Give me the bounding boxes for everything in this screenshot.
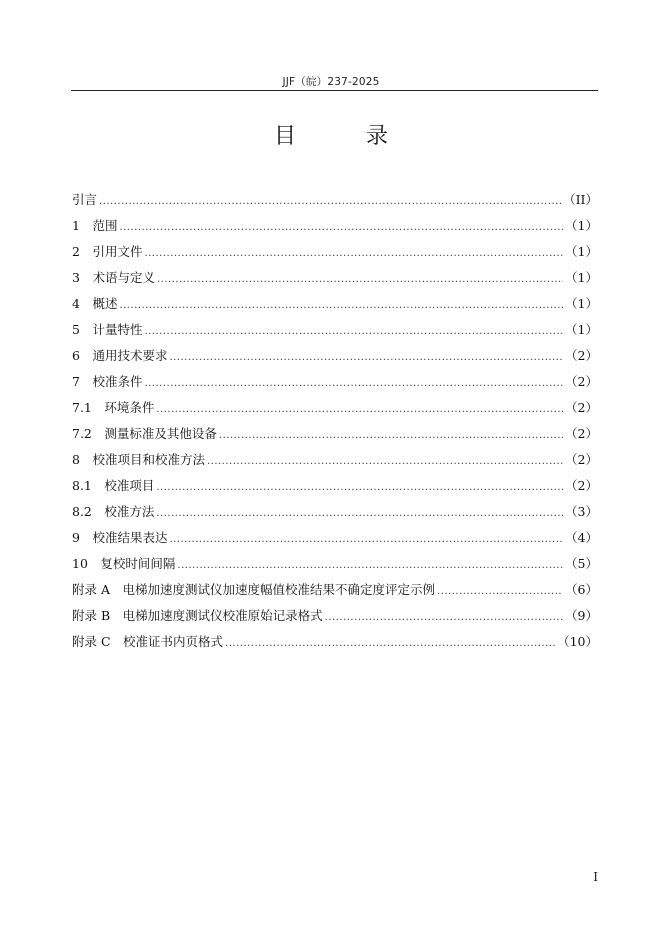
toc-entry-page: （2） [565,374,598,389]
toc-dot-leader [207,449,563,475]
toc-entry-page: （10） [557,634,598,649]
toc-entry-page: （2） [565,452,598,467]
toc-entry-metrological-characteristics[interactable] [72,317,598,343]
toc-entry-label: 引言 [72,192,98,207]
toc-entry-appendix-b[interactable] [72,603,598,629]
toc-entry-label: 7 校准条件 [72,374,143,389]
table-of-contents [72,187,598,655]
toc-entry-page: （2） [565,478,598,493]
toc-dot-leader [144,241,563,267]
toc-entry-label: 8.2 校准方法 [72,504,155,519]
toc-entry-terms[interactable] [72,265,598,291]
toc-entry-general-requirements[interactable] [72,343,598,369]
toc-dot-leader [144,319,563,345]
toc-entry-label: 附录 B 电梯加速度测试仪校准原始记录格式 [72,608,323,623]
toc-dot-leader [325,605,563,631]
toc-entry-page: （II） [563,192,598,207]
toc-entry-page: （3） [565,504,598,519]
toc-dot-leader [225,631,555,657]
toc-entry-label: 附录 C 校准证书内页格式 [72,634,224,649]
toc-entry-label: 7.2 测量标准及其他设备 [72,426,217,441]
toc-entry-references[interactable] [72,239,598,265]
page-number: I [593,870,598,884]
toc-dot-leader [169,527,563,553]
toc-dot-leader [144,371,563,397]
toc-entry-page: （4） [565,530,598,545]
toc-entry-calibration-methods[interactable] [72,499,598,525]
toc-entry-recalibration-interval[interactable] [72,551,598,577]
toc-entry-label: 2 引用文件 [72,244,143,259]
toc-entry-label: 9 校准结果表达 [72,530,168,545]
toc-dot-leader [156,501,563,527]
toc-entry-scope[interactable] [72,213,598,239]
page-title: 目 录 [273,124,412,149]
toc-dot-leader [119,293,563,319]
toc-entry-label: 10 复校时间间隔 [72,556,176,571]
toc-entry-label: 5 计量特性 [72,322,143,337]
toc-entry-label: 1 范围 [72,218,118,233]
toc-entry-items-and-methods[interactable] [72,447,598,473]
toc-entry-label: 8.1 校准项目 [72,478,155,493]
toc-entry-page: （1） [565,270,598,285]
toc-dot-leader [157,267,563,293]
header-divider [71,90,598,91]
toc-entry-standards-equipment[interactable] [72,421,598,447]
toc-dot-leader [219,423,563,449]
toc-entry-environment[interactable] [72,395,598,421]
toc-entry-page: （5） [565,556,598,571]
toc-entry-page: （6） [565,582,598,597]
toc-entry-page: （1） [565,218,598,233]
toc-entry-page: （2） [565,348,598,363]
toc-dot-leader [437,579,563,605]
toc-entry-label: 8 校准项目和校准方法 [72,452,205,467]
toc-entry-label: 4 概述 [72,296,118,311]
toc-dot-leader [156,397,563,423]
toc-entry-calibration-items[interactable] [72,473,598,499]
toc-entry-appendix-c[interactable] [72,629,598,655]
toc-entry-page: （1） [565,244,598,259]
toc-dot-leader [119,215,563,241]
toc-dot-leader [169,345,563,371]
toc-entry-label: 7.1 环境条件 [72,400,155,415]
toc-dot-leader [177,553,563,579]
toc-entry-label: 6 通用技术要求 [72,348,168,363]
toc-dot-leader [99,189,561,215]
toc-entry-page: （1） [565,322,598,337]
toc-entry-page: （9） [565,608,598,623]
toc-entry-label: 3 术语与定义 [72,270,155,285]
toc-entry-page: （2） [565,400,598,415]
document-code-header: JJF（皖）237-2025 [282,76,380,88]
toc-entry-page: （2） [565,426,598,441]
toc-entry-appendix-a[interactable] [72,577,598,603]
toc-entry-results-expression[interactable] [72,525,598,551]
toc-dot-leader [156,475,563,501]
toc-entry-introduction[interactable] [72,187,598,213]
toc-entry-calibration-conditions[interactable] [72,369,598,395]
toc-entry-label: 附录 A 电梯加速度测试仪加速度幅值校准结果不确定度评定示例 [72,582,436,597]
toc-entry-page: （1） [565,296,598,311]
toc-entry-overview[interactable] [72,291,598,317]
